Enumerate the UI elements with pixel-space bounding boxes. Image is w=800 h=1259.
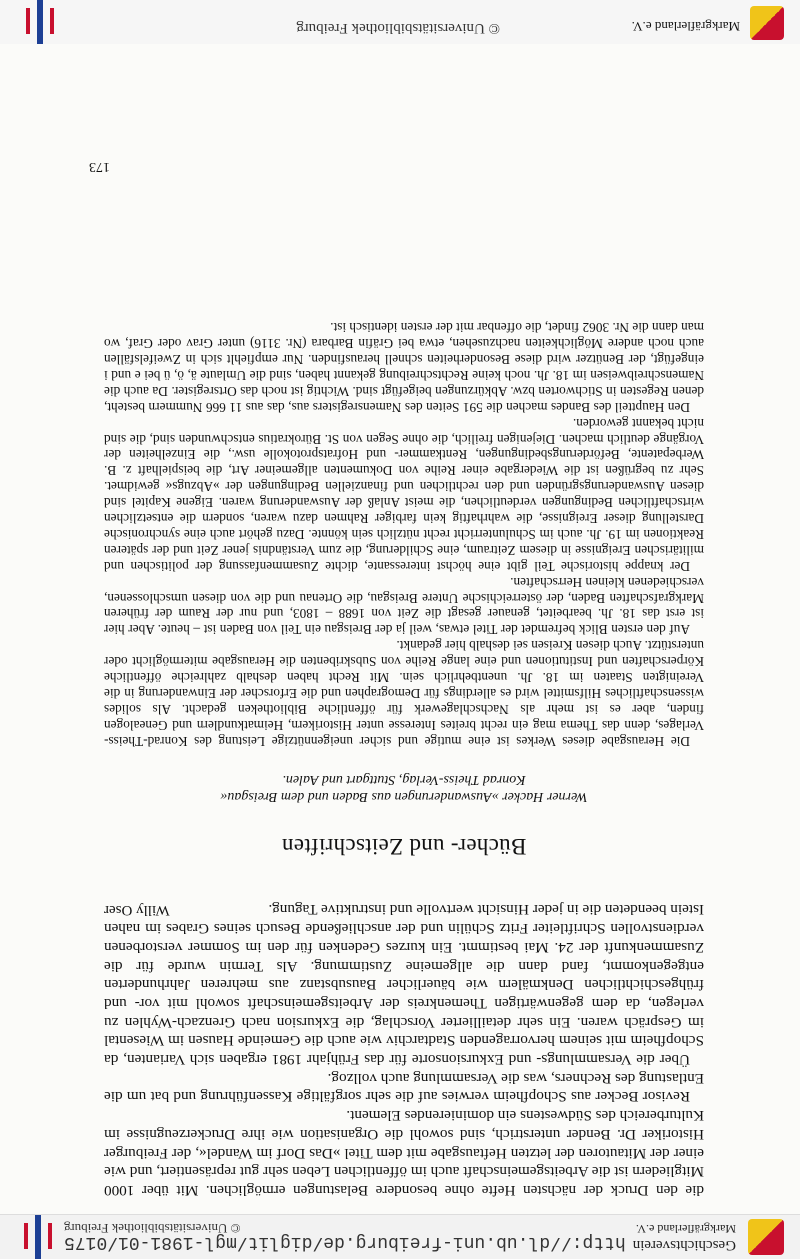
article-paragraph-1: die den Druck der nächsten Hefte ohne besondere Belastungen ermöglichen. Mit über 1000 Mitgliedern ist die Arbeitsgemeinschaft auch im öffentlichen Leben sehr gut repräsentiert, und wie einer der Mitautoren der letzten Heftausgabe mit dem Titel »Das Dorf im Wandel«, der Freiburger Historiker Dr. Bender unterstrich, sind sowohl die Organisation wie ihre Druckerzeugnisse im Kulturbereich des Südwestens ein dominierendes Element. — [104, 1107, 704, 1199]
source-info — [64, 1221, 626, 1252]
society-logo-icon — [748, 1219, 784, 1255]
footer-society: Markgräflerland e.V. — [631, 19, 740, 34]
article-paragraph-2: Revisor Becker aus Schopfheim verwies auf die sehr sorgfältige Kassenführung und bat um die Entlastung des Rechners, was die Versammlung auch vollzog. — [104, 1069, 704, 1106]
signature: Willy Oser — [104, 901, 170, 918]
page-content — [104, 319, 704, 1199]
page-number: 173 — [89, 159, 110, 174]
review-title: Werner Hacker »Auswanderungen aus Baden und dem Breisgau« — [220, 788, 588, 804]
footer-library-tower-icon — [20, 0, 60, 44]
footer-library-credit: © Universitätsbibliothek Freiburg — [296, 20, 500, 36]
footer-society-logo-icon — [750, 6, 784, 40]
review-publisher: Konrad Theiss-Verlag, Stuttgart und Aalen. — [282, 771, 526, 787]
article-paragraph-3: Über die Versammlungs- und Exkursionsorte für das Frühjahr 1981 ergaben sich Varianten, da Schopfheim mit seinem hervorragenden Stadtarchiv wie auch die Gemeinde Hausen im Wiesental im Gespräch waren. Ein sehr detaillierter Vorschlag, die Exkursion nach Grenzach-Wyhlen zu verlegen, da dem gegenwärtigen Themenkreis der Arbeitsgemeinschaft sowohl mit vor- und frühgeschichtlichen Denkmälern wie bäuerlicher Bausubstanz aus mehreren Jahrhunderten entgegenkommt, fand dann die allgemeine Zustimmung. Als Termin wurde für die Zusammenkunft der 24. Mai bestimmt. Ein kurzes Gedenken für den im Sommer verstorbenen verdienstvollen Schriftleiter Fritz Schülin und der anschließende Besuch seines Grabes im nahen Istein beendeten die in jeder Hinsicht wertvolle und instruktive Tagung. — [104, 901, 704, 1069]
society-line-1: Geschichtsverein — [632, 1237, 736, 1253]
library-tower-icon — [18, 1215, 58, 1259]
review-paragraph-4: Den Hauptteil des Bandes machen die 591 Seiten des Namensregisters aus, das aus 11 666 Nummern besteht, denen Regesten in Stichworten bzw. Abkürzungen beigefügt sind. Wichtig ist noch das Ortsregister. Da auch die Namenschreibweisen im 18. Jh. noch keine Rechtschreibung gekannt haben, sind die Umlaute ä, ö, ü bei e und i eingefügt, der Benützer wird diese Besonderheiten schnell herausfinden. Nur empfiehlt sich in Zweifelsfällen auch noch andere Möglichkeiten nachzusehen, etwa bei Gräfin Barbara (Nr. 3116) unter Grav oder Graf, wo man dann die Nr. 3062 findet, die offenbar mit der ersten identisch ist. — [104, 320, 704, 415]
footer-banner — [0, 0, 800, 44]
review-header — [104, 771, 704, 805]
header-banner — [0, 1214, 800, 1259]
review-paragraph-2: Auf den ersten Blick befremdet der Titel etwas, weil ja der Breisgau ein Teil von Baden ist – heute. Aber hier ist erst das 18. Jh. bearbeitet, genauer gesagt die Zeit von 1688 – 1803, und nur der Raum der früheren Markgrafschaften Baden, der österreichische Untere Breisgau, die Ortenau und die von diesen umschlossenen, verschiedenen kleinen Herrschaften. — [104, 574, 704, 638]
review-paragraph-3: Der knappe historische Teil gibt eine höchst interessante, dichte Zusammenfassung der politischen und militärischen Ereignisse in diesem Zeitraum, eine Schilderung, die zum Verständnis jener Zeit und der späteren Reaktionen im 19. Jh. auch im Schulunterricht recht nützlich sein könnte. Dazu gehört auch eine synchronische Darstellung dieser Ereignisse, die wahrhaftig kein farbiger Rahmen dazu waren, sondern die entsetzlichen wirtschaftlichen Bedingungen verdeutlichen, die meist Anlaß der Auswanderung waren. Eigene Kapitel sind diesen Auswanderungsgründen und den rechtlichen und finanziellen Bedingungen der »Abzugs« gewidmet. Sehr zu begrüßen ist die Wiedergabe einer Reihe von Dokumenten allgemeiner Art, die beispielhaft z. B. Werbepatente, Beförderungsbedingungen, Rentkammer- und Hofratsprotokolle usw., die Einzelheiten der Vorgänge deutlich machen. Diejenigen freilich, die ohne Segen von St. Bürokratius entschwunden sind, die sind nicht bekannt geworden. — [104, 415, 704, 574]
library-credit: © Universitätsbibliothek Freiburg — [64, 1221, 241, 1236]
society-name — [633, 1221, 736, 1253]
section-heading: Bücher- und Zeitschriften — [281, 833, 527, 859]
source-url[interactable]: http://dl.ub.uni-freiburg.de/diglit/mgl-1981-01/0175 — [64, 1232, 626, 1252]
society-line-2: Markgräflerland e.V. — [635, 1222, 736, 1236]
review-paragraph-1: Die Herausgabe dieses Werkes ist eine mutige und sicher uneigennützige Leistung des Konrad-Theiss-Verlages, denn das Thema mag ein recht breites Interesse unter Historikern, Heimatkundlern und Genealogen finden, aber es ist mehr als Nachschlagewerk für öffentliche Bibliotheken gedacht. Als solides wissenschaftliches Hilfsmittel wird es allerdings für Demographen und die Erforscher der Einwanderung in die Vereinigten Staaten im 18. Jh. unentbehrlich sein. Mit Recht haben deshalb zahlreiche öffentliche Körperschaften und Institutionen und eine lange Reihe von Subskribenten die Herausgabe mitermöglicht oder unterstützt. Auch diesen Kreisen sei deshalb hier gedankt. — [104, 638, 704, 749]
